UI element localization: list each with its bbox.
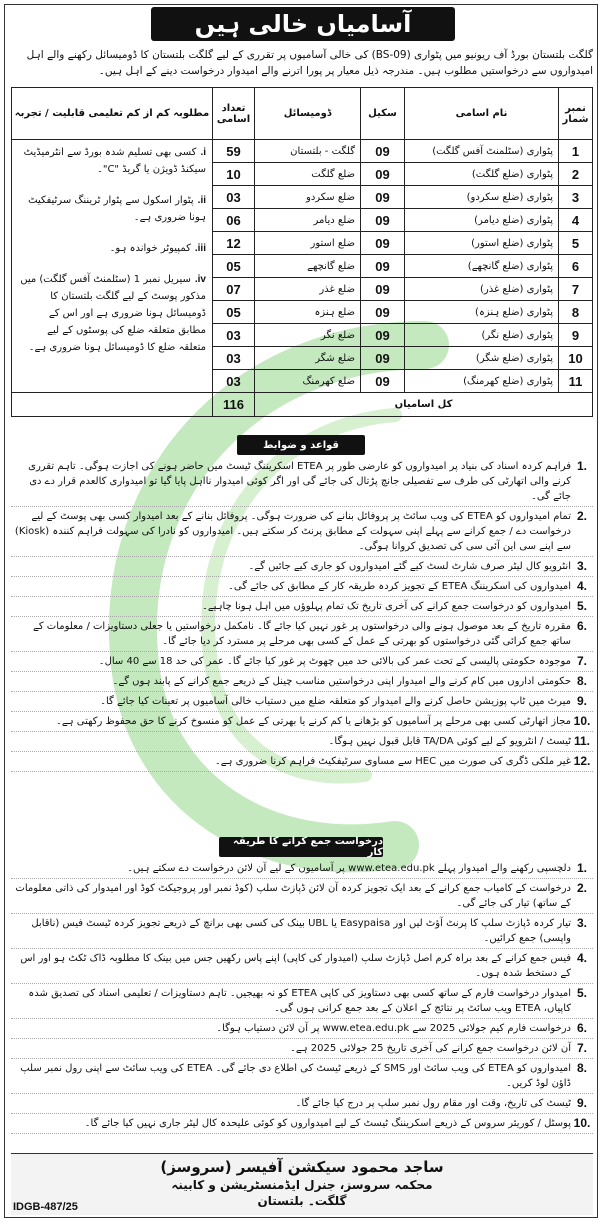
page-title: آسامیاں خالی ہیں — [151, 7, 455, 41]
row-count: 03 — [213, 370, 255, 393]
row-domicile: ضلع دیامر — [255, 209, 361, 232]
row-name: پٹواری (سٹلمنٹ آفس گلگت) — [405, 140, 559, 163]
row-num: 4 — [559, 209, 593, 232]
row-scale: 09 — [361, 140, 405, 163]
header-num: نمبر شمار — [559, 88, 593, 140]
vacancy-table — [11, 87, 593, 417]
row-count: 59 — [213, 140, 255, 163]
table-row — [12, 140, 593, 163]
rule-item: 10. مجاز اتھارٹی کسی بھی مرحلے پر آسامیوں کو بڑھانے یا کم کرنے یا بھرتی کے عمل کو منسوخ کرنے کا حق محفوظ رکھتی ہے۔ — [11, 712, 593, 732]
row-count: 03 — [213, 324, 255, 347]
rule-item: 2. تمام امیدواروں کو ETEA کی ویب سائٹ پر پروفائل بنانے کی ضرورت ہوگی۔ پروفائل بنانے کے بعد امیدوار کسی بھی پوسٹ کے لیے درخواست دے / جمع کرانے سے پہلے اپنی سہولت کے مطابق پرنٹ کر سکتے ہیں۔ امیدواروں کو نادرا کی سہولت فراہم کنندہ (Kiosk) سے اپنے سی این آئی سی کی تصدیق کروانا ہوگی۔ — [11, 507, 593, 557]
row-name: پٹواری (ضلع استور) — [405, 232, 559, 255]
row-count: 06 — [213, 209, 255, 232]
method-item: 3. تیار کردہ ڈپازٹ سلپ کا پرنٹ آؤٹ لیں اور Easypaisa یا UBL بینک کی کسی بھی برانچ کے ذریعے تجویز کردہ ٹیسٹ فیس (ناقابل واپسی) جمع کرائیں۔ — [11, 914, 593, 949]
qualification-item: iii.کمپیوٹر خواندہ ہو۔ — [109, 243, 206, 254]
method-item: 1. دلچسپی رکھنے والے امیدوار پہلے www.etea.edu.pk پر آسامیوں کے لیے آن لائن درخواست دے سکتے ہیں۔ — [11, 859, 593, 879]
qualification-item: i.کسی بھی تسلیم شدہ بورڈ سے انٹرمیڈیٹ سیکنڈ ڈویژن یا گریڈ "C"۔ — [23, 147, 206, 175]
row-num: 2 — [559, 163, 593, 186]
row-num: 10 — [559, 347, 593, 370]
signature-block — [11, 1153, 593, 1215]
qualifications-cell — [12, 140, 213, 393]
total-label: کل اسامیاں — [255, 393, 593, 417]
signatory-name: ساجد محمود سیکشن آفیسر (سروسز) — [160, 1158, 444, 1176]
row-scale: 09 — [361, 255, 405, 278]
rule-item: 12. غیر ملکی ڈگری کی صورت میں HEC سے مساوی سرٹیفکیٹ فراہم کرنا ضروری ہے۔ — [11, 752, 593, 772]
method-item: 10. پوسٹل / کوریئر سروس کے ذریعے اسکریننگ ٹیسٹ کے لیے امیدواروں کو کوئی علیحدہ کال لیٹر جاری نہیں کیا جائے گا۔ — [11, 1114, 593, 1134]
row-count: 03 — [213, 186, 255, 209]
row-name: پٹواری (ضلع سکردو) — [405, 186, 559, 209]
row-name: پٹواری (ضلع ہنزہ) — [405, 301, 559, 324]
rule-item: 7. موجودہ حکومتی پالیسی کے تحت عمر کی بالائی حد میں چھوٹ پر غور کیا جائے گا۔ عمر کی حد 18 سے 40 سال۔ — [11, 652, 593, 672]
row-domicile: ضلع نگر — [255, 324, 361, 347]
total-value: 116 — [213, 393, 255, 417]
row-count: 07 — [213, 278, 255, 301]
total-empty-cell — [12, 393, 213, 417]
reference-code: IDGB-487/25 — [13, 1201, 78, 1213]
row-count: 10 — [213, 163, 255, 186]
row-scale: 09 — [361, 324, 405, 347]
row-count: 12 — [213, 232, 255, 255]
row-domicile: ضلع غذر — [255, 278, 361, 301]
method-item: 9. ٹیسٹ کی تاریخ، وقت اور مقام رول نمبر سلپ پر درج کیا جائے گا۔ — [11, 1094, 593, 1114]
row-name: پٹواری (ضلع غذر) — [405, 278, 559, 301]
row-scale: 09 — [361, 232, 405, 255]
rule-item: 11. ٹیسٹ / انٹرویو کے لیے کوئی TA/DA قابل قبول نہیں ہوگا۔ — [11, 732, 593, 752]
rules-list — [11, 457, 593, 772]
row-name: پٹواری (ضلع گانچھے) — [405, 255, 559, 278]
method-heading: درخواست جمع کرانے کا طریقہ کار — [219, 837, 383, 857]
row-num: 11 — [559, 370, 593, 393]
row-num: 8 — [559, 301, 593, 324]
row-scale: 09 — [361, 347, 405, 370]
row-domicile: ضلع شگر — [255, 347, 361, 370]
row-name: پٹواری (ضلع دیامر) — [405, 209, 559, 232]
row-scale: 09 — [361, 301, 405, 324]
total-row — [12, 393, 593, 417]
rules-heading: قواعد و ضوابط — [237, 435, 365, 455]
row-scale: 09 — [361, 163, 405, 186]
rule-item: 4. امیدواروں کی اسکریننگ ETEA کے تجویز کردہ طریقہ کار کے مطابق کی جائے گی۔ — [11, 577, 593, 597]
row-domicile: ضلع گلگت — [255, 163, 361, 186]
row-domicile: ضلع گانچھے — [255, 255, 361, 278]
method-item: 5. امیدوار درخواست فارم کے ساتھ کسی بھی دستاویز کی کاپی ETEA کو نہ بھیجیں۔ تاہم دستاویزات / تعلیمی اسناد کی تصدیق شدہ کاپیاں، ETEA ویب سائٹ پر نتائج کے اعلان کے بعد جمع کرانی ہوں گی۔ — [11, 984, 593, 1019]
method-item: 8. امیدواروں کو ETEA کی ویب سائٹ اور SMS کے ذریعے ٹیسٹ کی اطلاع دی جائے گی۔ ETEA کی ویب سائٹ سے اپنی رول نمبر سلپ ڈاؤن لوڈ کریں۔ — [11, 1059, 593, 1094]
rule-item: 8. حکومتی اداروں میں کام کرنے والے امیدوار اپنی درخواستیں مناسب چینل کے ذریعے جمع کرانے کے پابند ہوں گے۔ — [11, 672, 593, 692]
method-item: 7. آن لائن درخواست جمع کرانے کی آخری تاریخ 25 جولائی 2025 ہے۔ — [11, 1039, 593, 1059]
intro-text: گلگت بلتستان بورڈ آف ریونیو میں پٹواری (BS-09) کی خالی آسامیوں پر تقرری کے لیے گلگت بلتستان کا ڈومیسائل رکھنے والے اہل امیدواروں سے درخواستیں مطلوب ہیں۔ مندرجہ ذیل معیار پر پورا اترنے والے امیدوار درخواست دینے کے اہل ہیں۔ — [26, 49, 593, 77]
row-name: پٹواری (ضلع کھرمنگ) — [405, 370, 559, 393]
row-name: پٹواری (ضلع گلگت) — [405, 163, 559, 186]
row-count: 05 — [213, 301, 255, 324]
row-domicile: ضلع ہنزہ — [255, 301, 361, 324]
row-name: پٹواری (ضلع شگر) — [405, 347, 559, 370]
method-item: 2. درخواست کے کامیاب جمع کرانے کے بعد ایک تجویز کردہ آن لائن ڈپازٹ سلپ (کوڈ نمبر اور پروجیکٹ کوڈ اور امیدوار کی ذاتی معلومات کے ساتھ) تیار کی جائے گی۔ — [11, 879, 593, 914]
row-count: 03 — [213, 347, 255, 370]
header-domicile: ڈومیسائل — [255, 88, 361, 140]
header-scale: سکیل — [361, 88, 405, 140]
rule-item: 1. فراہم کردہ اسناد کی بنیاد پر امیدواروں کو عارضی طور پر ETEA اسکریننگ ٹیسٹ میں حاضر ہونے کی اجازت ہوگی۔ تاہم تقرری کرنے والی اتھارٹی کی طرف سے تفصیلی جانچ پڑتال کی جائے گی اور اگر کوئی امیدوار نااہل پایا گیا تو امیدواری کالعدم قرار دے دی جائے گی۔ — [11, 457, 593, 507]
method-item: 4. فیس جمع کرانے کے بعد براہ کرم اصل ڈپازٹ سلپ (امیدوار کی کاپی) اپنے پاس رکھیں جس میں بینک کا مطلوبہ ڈاک ٹکٹ ہو اور اس کے دستخط شدہ ہوں۔ — [11, 949, 593, 984]
advertisement-page — [4, 4, 598, 1218]
header-count: تعداد اسامی — [213, 88, 255, 140]
row-num: 6 — [559, 255, 593, 278]
rule-item: 5. امیدواروں کو درخواست جمع کرانے کی آخری تاریخ تک تمام پہلوؤں میں اہل ہونا چاہیے۔ — [11, 597, 593, 617]
signatory-department: محکمہ سروسز، جنرل ایڈمنسٹریشن و کابینہ — [171, 1178, 433, 1192]
row-num: 9 — [559, 324, 593, 347]
row-num: 1 — [559, 140, 593, 163]
method-item: 6. درخواست فارم کیم جولائی 2025 سے www.etea.edu.pk پر آن لائن دستیاب ہوگا۔ — [11, 1019, 593, 1039]
row-scale: 09 — [361, 278, 405, 301]
row-domicile: ضلع سکردو — [255, 186, 361, 209]
table-header-row — [12, 88, 593, 140]
row-scale: 09 — [361, 186, 405, 209]
method-list — [11, 859, 593, 1134]
qualification-item: iv.سیریل نمبر 1 (سٹلمنٹ آفس گلگت) میں مذکور پوسٹ کے لیے گلگت بلتستان کا ڈومیسائل ہونا ضروری ہے اور اس کے مطابق متعلقہ ضلع کی پوسٹوں کے لیے متعلقہ ضلع کا ڈومیسائل ہونا ضروری ہے۔ — [20, 274, 206, 353]
row-num: 3 — [559, 186, 593, 209]
row-count: 05 — [213, 255, 255, 278]
qualification-item: ii.پٹوار اسکول سے پٹوار ٹریننگ سرٹیفکیٹ ہونا ضروری ہے۔ — [28, 195, 206, 223]
row-domicile: ضلع کھرمنگ — [255, 370, 361, 393]
row-num: 5 — [559, 232, 593, 255]
signatory-place: گلگت۔ بلتستان — [257, 1194, 347, 1208]
rule-item: 6. مقررہ تاریخ کے بعد موصول ہونے والی درخواستوں پر غور نہیں کیا جائے گا۔ نامکمل درخواستیں یا جعلی دستاویزات / معلومات کے ساتھ جمع کرائی گئی درخواستوں کو بھرتی کے عمل کے کسی بھی مرحلے پر مسترد کر دیا جائے گا۔ — [11, 617, 593, 652]
rule-item: 3. انٹرویو کال لیٹر صرف شارٹ لسٹ کیے گئے امیدواروں کو جاری کیے جائیں گے۔ — [11, 557, 593, 577]
row-scale: 09 — [361, 370, 405, 393]
rule-item: 9. میرٹ میں ٹاپ پوزیشن حاصل کرنے والے امیدوار کو متعلقہ ضلع میں دستیاب خالی آسامیوں پر تعینات کیا جائے گا۔ — [11, 692, 593, 712]
header-quals: مطلوبہ کم از کم تعلیمی قابلیت / تجربہ — [12, 88, 213, 140]
header-name: نام اسامی — [405, 88, 559, 140]
row-domicile: گلگت - بلتستان — [255, 140, 361, 163]
row-num: 7 — [559, 278, 593, 301]
row-name: پٹواری (ضلع نگر) — [405, 324, 559, 347]
row-domicile: ضلع استور — [255, 232, 361, 255]
row-scale: 09 — [361, 209, 405, 232]
